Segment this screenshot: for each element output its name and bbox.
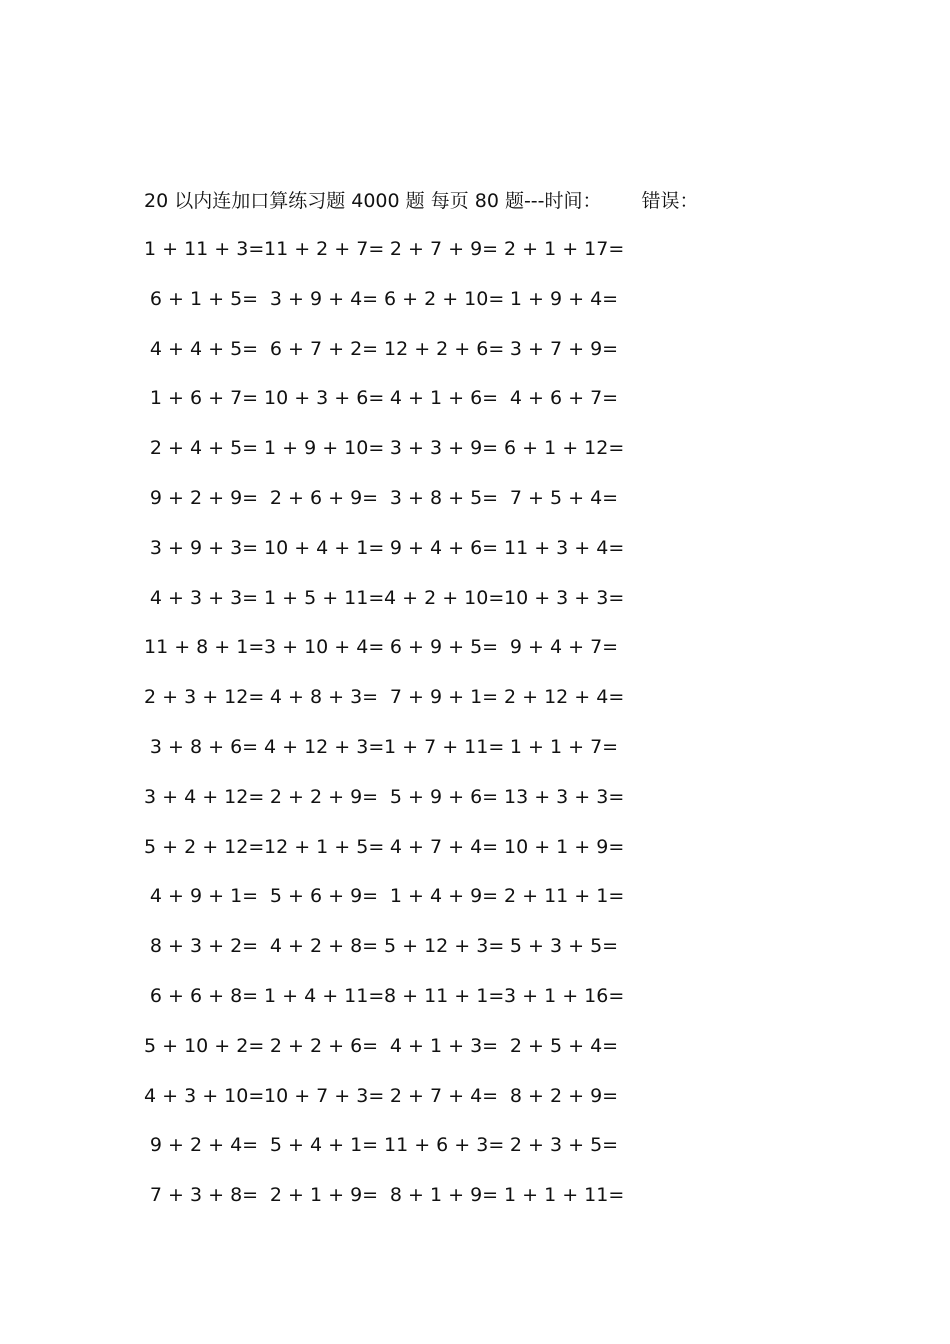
problem-item: 10 + 4 + 1= <box>264 536 385 559</box>
problem-item: 9 + 2 + 4= <box>149 1134 259 1157</box>
problem-item: 5 + 2 + 12= <box>144 835 265 858</box>
problem-row <box>144 732 624 782</box>
problem-item: 1 + 1 + 11= <box>504 1184 625 1207</box>
problem-row <box>144 284 624 334</box>
problem-row <box>144 334 624 384</box>
problem-item: 9 + 2 + 9= <box>149 486 259 509</box>
problem-item: 3 + 8 + 6= <box>149 735 259 758</box>
problem-item: 8 + 3 + 2= <box>149 935 259 958</box>
problem-item: 3 + 7 + 9= <box>509 337 619 360</box>
problem-row <box>144 533 624 583</box>
problem-item: 1 + 11 + 3= <box>144 238 265 260</box>
problem-item: 6 + 1 + 12= <box>504 437 625 460</box>
problem-row <box>144 583 624 633</box>
problem-row <box>144 881 624 931</box>
problem-row <box>144 483 624 533</box>
problem-item: 4 + 8 + 3= <box>269 686 379 709</box>
problem-row <box>144 383 624 433</box>
problem-item: 2 + 1 + 9= <box>269 1184 379 1207</box>
problem-item: 3 + 9 + 3= <box>149 536 259 559</box>
problem-item: 6 + 6 + 8= <box>149 984 259 1007</box>
problem-item: 3 + 3 + 9= <box>389 437 499 460</box>
problem-row <box>144 234 624 284</box>
problem-item: 1 + 5 + 11= <box>264 586 385 609</box>
problem-item: 4 + 1 + 6= <box>389 387 499 410</box>
problem-item: 2 + 12 + 4= <box>504 686 625 709</box>
problem-item: 6 + 1 + 5= <box>149 287 259 310</box>
problem-item: 10 + 7 + 3= <box>264 1084 385 1107</box>
problem-item: 2 + 3 + 12= <box>144 686 265 709</box>
problem-row <box>144 1081 624 1131</box>
problem-item: 5 + 9 + 6= <box>389 785 499 808</box>
problem-item: 2 + 2 + 9= <box>269 785 379 808</box>
problem-item: 3 + 8 + 5= <box>389 486 499 509</box>
problem-item: 2 + 2 + 6= <box>269 1034 379 1057</box>
problem-item: 4 + 2 + 8= <box>269 935 379 958</box>
problem-item: 5 + 3 + 5= <box>509 935 619 958</box>
problem-grid <box>144 234 624 1230</box>
problem-item: 5 + 10 + 2= <box>144 1034 265 1057</box>
problem-row <box>144 1180 624 1230</box>
problem-item: 11 + 8 + 1= <box>144 636 265 659</box>
problem-item: 4 + 4 + 5= <box>149 337 259 360</box>
problem-item: 6 + 2 + 10= <box>384 287 505 310</box>
problem-item: 10 + 1 + 9= <box>504 835 625 858</box>
problem-row <box>144 981 624 1031</box>
problem-item: 1 + 4 + 9= <box>389 885 499 908</box>
worksheet-header <box>144 186 699 216</box>
problem-item: 5 + 6 + 9= <box>269 885 379 908</box>
problem-row <box>144 931 624 981</box>
problem-item: 11 + 6 + 3= <box>384 1134 505 1157</box>
problem-item: 7 + 3 + 8= <box>149 1184 259 1207</box>
problem-item: 4 + 6 + 7= <box>509 387 619 410</box>
problem-item: 1 + 4 + 11= <box>264 984 385 1007</box>
problem-item: 9 + 4 + 7= <box>509 636 619 659</box>
problem-row <box>144 782 624 832</box>
problem-row <box>144 682 624 732</box>
problem-item: 2 + 5 + 4= <box>509 1034 619 1057</box>
problem-item: 2 + 1 + 17= <box>504 238 625 260</box>
problem-item: 6 + 7 + 2= <box>269 337 379 360</box>
problem-item: 3 + 10 + 4= <box>264 636 385 659</box>
worksheet-title: 20 以内连加口算练习题 4000 题 每页 80 题---时间： <box>144 190 602 212</box>
problem-item: 8 + 1 + 9= <box>389 1184 499 1207</box>
problem-item: 1 + 7 + 11= <box>384 735 505 758</box>
problem-row <box>144 1130 624 1180</box>
problem-item: 4 + 3 + 3= <box>149 586 259 609</box>
problem-item: 10 + 3 + 3= <box>504 586 625 609</box>
problem-item: 4 + 12 + 3= <box>264 735 385 758</box>
problem-item: 1 + 9 + 4= <box>509 287 619 310</box>
errors-label: 错误： <box>641 190 699 212</box>
problem-item: 4 + 9 + 1= <box>149 885 259 908</box>
problem-item: 12 + 2 + 6= <box>384 337 505 360</box>
problem-row <box>144 632 624 682</box>
problem-item: 9 + 4 + 6= <box>389 536 499 559</box>
problem-item: 1 + 6 + 7= <box>149 387 259 410</box>
problem-item: 5 + 12 + 3= <box>384 935 505 958</box>
problem-item: 2 + 6 + 9= <box>269 486 379 509</box>
problem-item: 4 + 7 + 4= <box>389 835 499 858</box>
problem-item: 2 + 7 + 9= <box>389 238 499 260</box>
problem-item: 10 + 3 + 6= <box>264 387 385 410</box>
problem-item: 3 + 9 + 4= <box>269 287 379 310</box>
problem-item: 4 + 3 + 10= <box>144 1084 265 1107</box>
problem-item: 1 + 1 + 7= <box>509 735 619 758</box>
problem-item: 6 + 9 + 5= <box>389 636 499 659</box>
problem-item: 4 + 1 + 3= <box>389 1034 499 1057</box>
problem-item: 8 + 11 + 1= <box>384 984 505 1007</box>
problem-row <box>144 433 624 483</box>
problem-item: 8 + 2 + 9= <box>509 1084 619 1107</box>
problem-item: 2 + 4 + 5= <box>149 437 259 460</box>
problem-item: 11 + 3 + 4= <box>504 536 625 559</box>
problem-item: 1 + 9 + 10= <box>264 437 385 460</box>
problem-item: 4 + 2 + 10= <box>384 586 505 609</box>
problem-item: 11 + 2 + 7= <box>264 238 385 260</box>
problem-item: 13 + 3 + 3= <box>504 785 625 808</box>
problem-row <box>144 832 624 882</box>
problem-item: 3 + 4 + 12= <box>144 785 265 808</box>
problem-item: 5 + 4 + 1= <box>269 1134 379 1157</box>
problem-item: 7 + 5 + 4= <box>509 486 619 509</box>
problem-item: 3 + 1 + 16= <box>504 984 625 1007</box>
problem-item: 2 + 11 + 1= <box>504 885 625 908</box>
problem-row <box>144 1031 624 1081</box>
problem-item: 2 + 3 + 5= <box>509 1134 619 1157</box>
problem-item: 2 + 7 + 4= <box>389 1084 499 1107</box>
problem-item: 7 + 9 + 1= <box>389 686 499 709</box>
problem-item: 12 + 1 + 5= <box>264 835 385 858</box>
